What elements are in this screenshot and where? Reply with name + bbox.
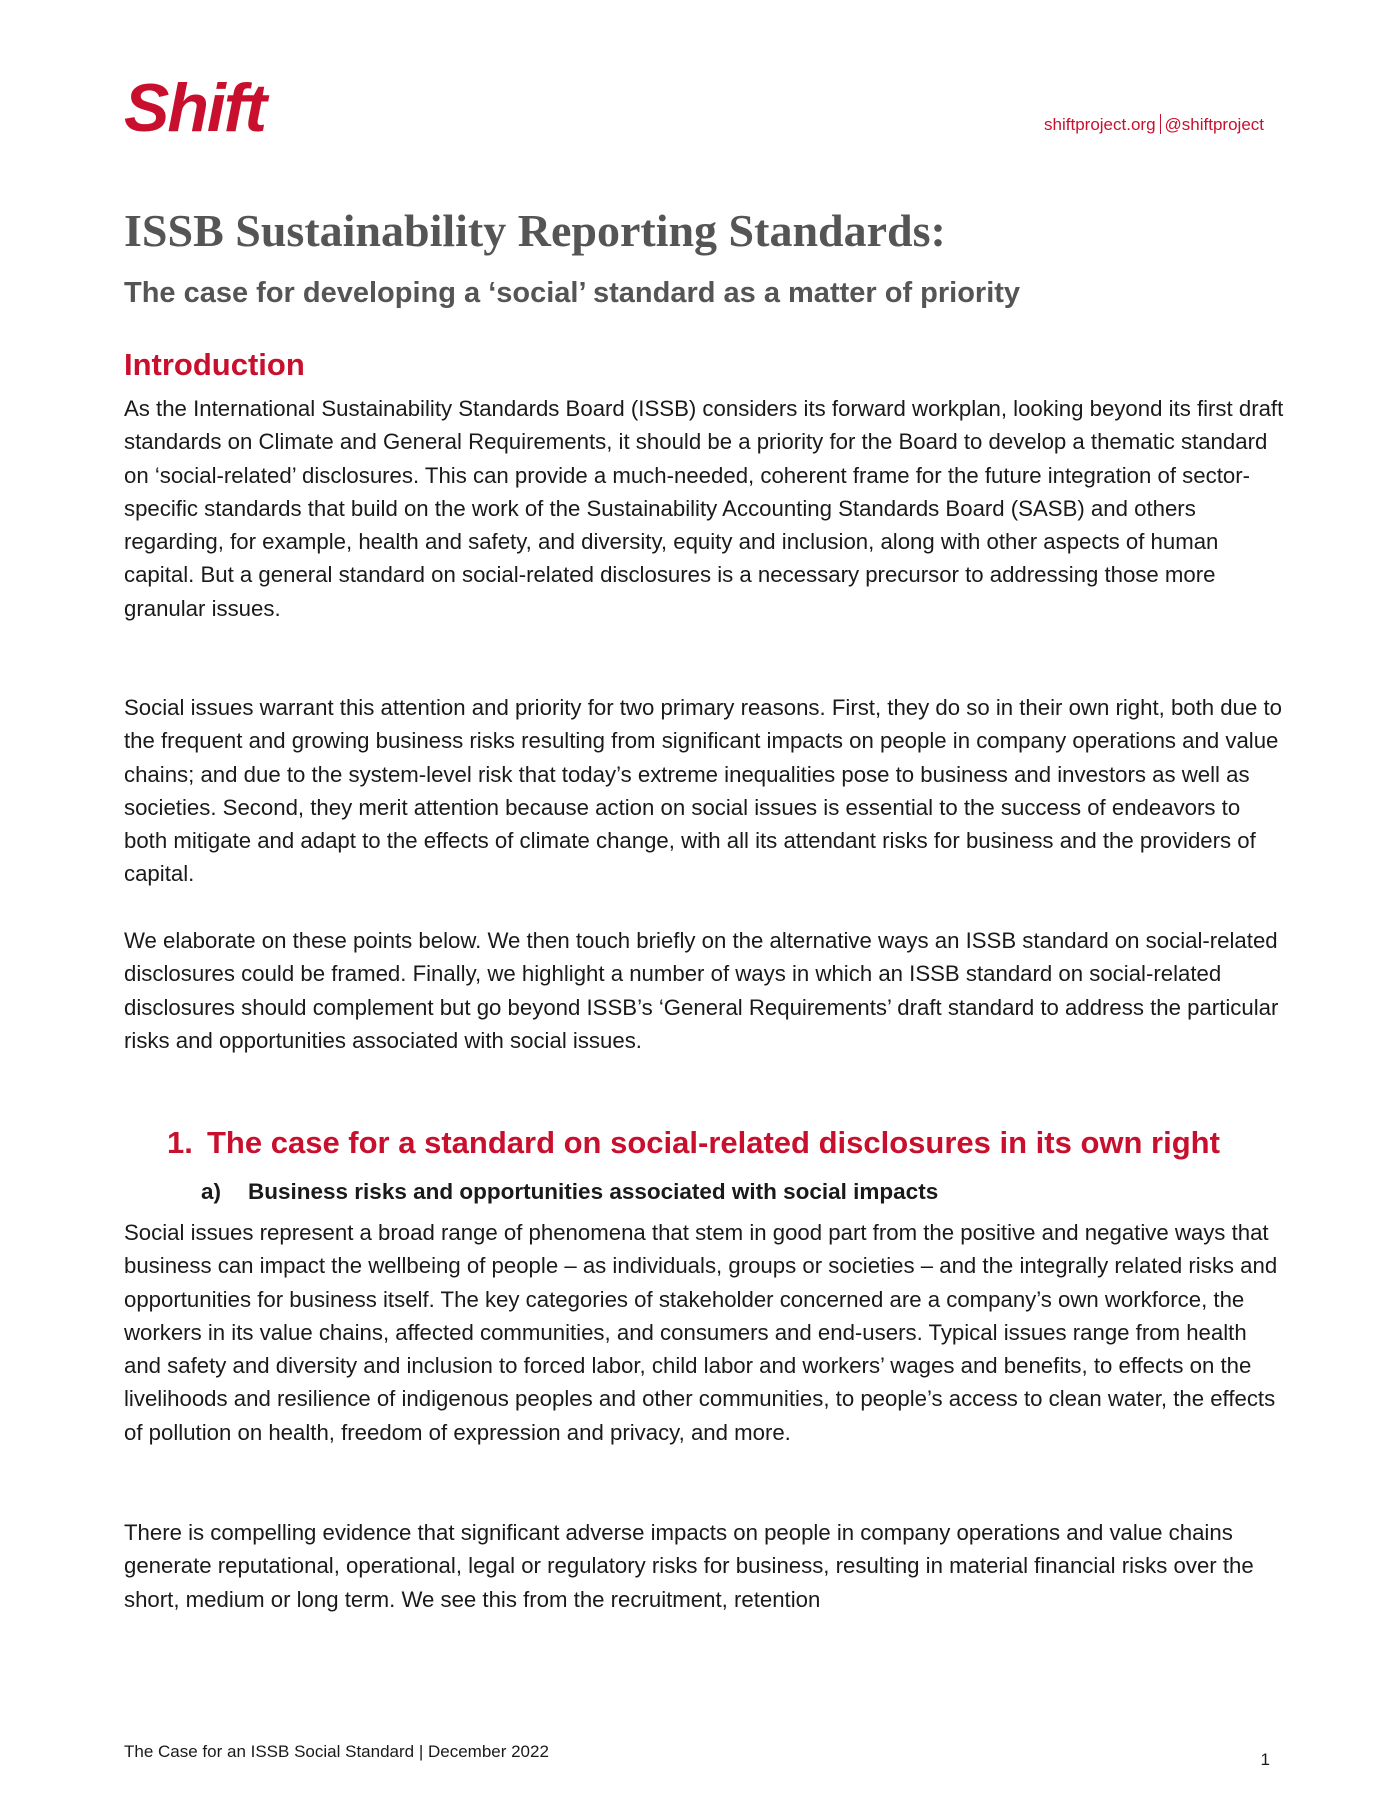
document-subtitle: The case for developing a ‘social’ standard as a matter of priority bbox=[124, 277, 1021, 309]
section-1-number: 1. bbox=[167, 1125, 193, 1160]
link-separator bbox=[1160, 114, 1161, 134]
section-1-heading bbox=[167, 1124, 1220, 1161]
section-1-title: The case for a standard on social-related disclosures in its own right bbox=[207, 1125, 1220, 1160]
subsection-a-heading bbox=[201, 1178, 938, 1205]
website-link[interactable]: shiftproject.org bbox=[1044, 115, 1156, 134]
intro-paragraph-3: We elaborate on these points below. We then touch briefly on the alternative ways an ISSB standard on social-related disclosures could be framed. Finally, we highlight a number of ways in which an ISSB standard on social-related disclosures should complement but go beyond ISSB’s ‘General Requirements’ draft standard to address the particular risks and opportunities associated with social issues. bbox=[124, 928, 1279, 1053]
footer-text: The Case for an ISSB Social Standard | December 2022 bbox=[124, 1742, 549, 1761]
introduction-heading: Introduction bbox=[124, 347, 305, 382]
subsection-a-title: Business risks and opportunities associated with social impacts bbox=[248, 1179, 939, 1204]
header-links bbox=[1044, 114, 1264, 134]
twitter-handle-link[interactable]: @shiftproject bbox=[1164, 115, 1264, 134]
subsection-a-label: a) bbox=[201, 1179, 222, 1204]
section-1a-paragraph-1: Social issues represent a broad range of phenomena that stem in good part from the positive and negative ways that business can impact the wellbeing of people – as individuals, groups or societies – and the integrally related risks and opportunities for business itself. The key categories of stakeholder concerned are a company’s own workforce, the workers in its value chains, affected communities, and consumers and end-users. Typical issues range from health and safety and diversity and inclusion to forced labor, child labor and workers’ wages and benefits, to effects on the livelihoods and resilience of indigenous peoples and other communities, to people’s access to clean water, the effects of pollution on health, freedom of expression and privacy, and more. bbox=[124, 1220, 1278, 1445]
intro-paragraph-2: Social issues warrant this attention and priority for two primary reasons. First, they do so in their own right, both due to the frequent and growing business risks resulting from significant impacts on people in company operations and value chains; and due to the system-level risk that today’s extreme inequalities pose to business and investors as well as societies. Second, they merit attention because action on social issues is essential to the success of endeavors to both mitigate and adapt to the effects of climate change, with all its attendant risks for business and the providers of capital. bbox=[124, 695, 1282, 887]
intro-paragraph-1: As the International Sustainability Standards Board (ISSB) considers its forward workplan, looking beyond its first draft standards on Climate and General Requirements, it should be a priority for the Board to develop a thematic standard on ‘social-related’ disclosures. This can provide a much-needed, coherent frame for the future integration of sector-specific standards that build on the work of the Sustainability Accounting Standards Board (SASB) and others regarding, for example, health and safety, and diversity, equity and inclusion, along with other aspects of human capital. But a general standard on social-related disclosures is a necessary precursor to addressing those more granular issues. bbox=[124, 396, 1284, 621]
page-number: 1 bbox=[1260, 1750, 1270, 1769]
section-1a-paragraph-2: There is compelling evidence that significant adverse impacts on people in company operations and value chains generate reputational, operational, legal or regulatory risks for business, resulting in material financial risks over the short, medium or long term. We see this from the recruitment, retention bbox=[124, 1520, 1254, 1612]
document-title: ISSB Sustainability Reporting Standards: bbox=[124, 205, 946, 256]
shift-logo: Shift bbox=[124, 70, 266, 146]
